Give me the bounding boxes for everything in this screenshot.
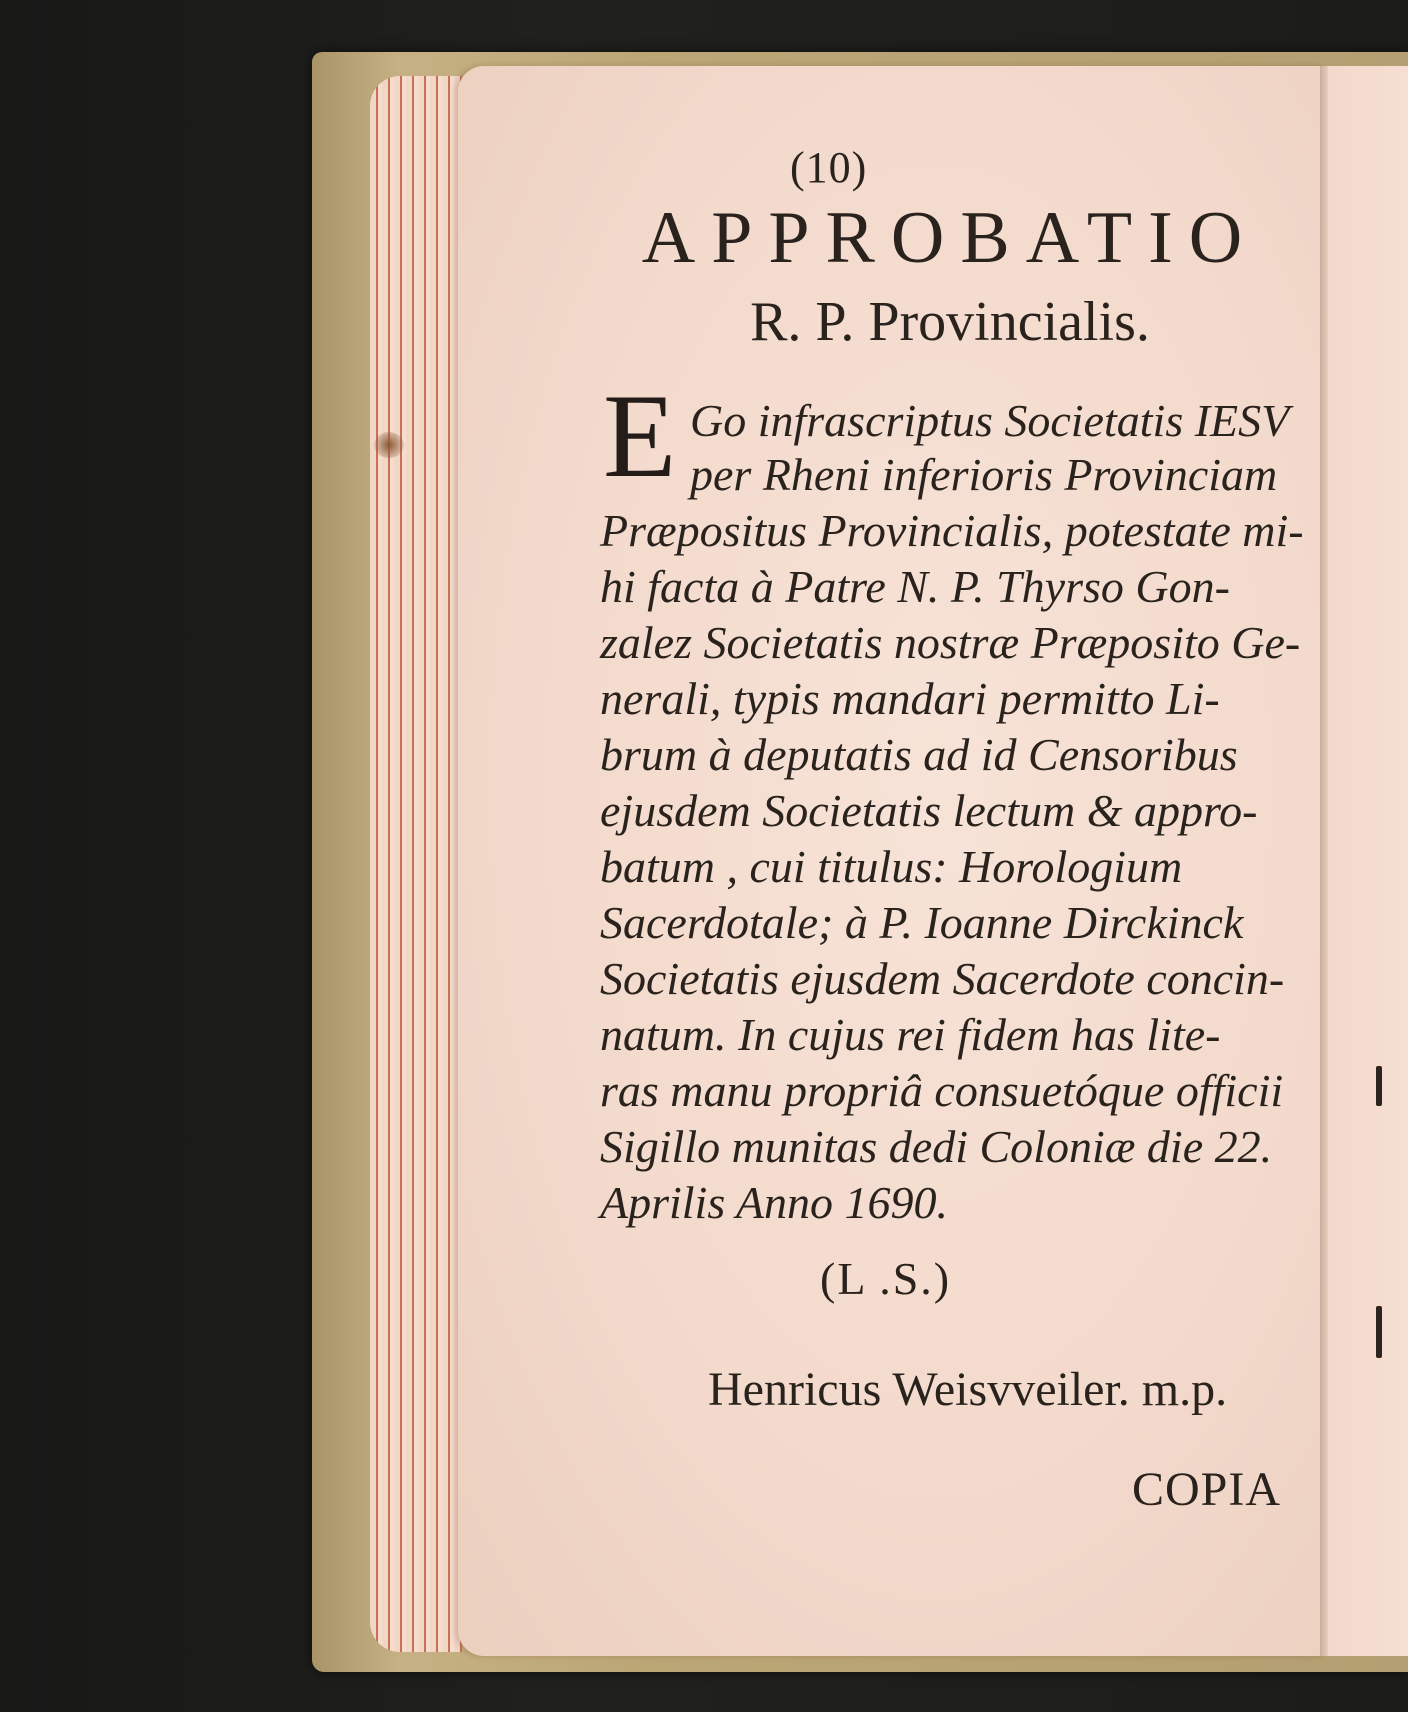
page-subtitle: R. P. Provincialis. xyxy=(750,291,1150,353)
body-line: Sigillo munitas dedi Coloniæ die 22. xyxy=(600,1121,1273,1172)
body-line: batum , cui titulus: Horologium xyxy=(600,841,1183,892)
body-line: ejusdem Societatis lectum & appro- xyxy=(600,785,1258,836)
book-gutter xyxy=(1320,66,1328,1656)
catchword: COPIA xyxy=(1132,1463,1282,1516)
body-line: Sacerdotale; à P. Ioanne Dirckinck xyxy=(600,897,1244,948)
body-line: ras manu propriâ consuetóque officii xyxy=(600,1065,1284,1116)
body-line: Go infrascriptus Societatis IESV xyxy=(690,395,1290,446)
body-line: zalez Societatis nostræ Præposito Ge- xyxy=(600,617,1301,668)
seal-mark: (L .S.) xyxy=(820,1253,952,1304)
body-line: Societatis ejusdem Sacerdote concin- xyxy=(600,953,1285,1004)
next-page-glyph xyxy=(1376,1306,1382,1358)
drop-cap: E xyxy=(603,369,677,502)
signature: Henricus Weisvveiler. m.p. xyxy=(708,1363,1228,1416)
body-line: brum à deputatis ad id Censoribus xyxy=(600,729,1238,780)
body-line: per Rheni inferioris Provinciam xyxy=(690,449,1278,500)
body-line: natum. In cujus rei fidem has lite- xyxy=(600,1009,1221,1060)
page-number: (10) xyxy=(790,143,868,192)
next-page-edge xyxy=(1328,66,1408,1656)
page-edges xyxy=(370,76,462,1652)
body-line: hi facta à Patre N. P. Thyrso Gon- xyxy=(600,561,1230,612)
next-page-glyph xyxy=(1376,1066,1382,1106)
body-line: Præpositus Provincialis, potestate mi- xyxy=(600,505,1304,556)
body-line: nerali, typis mandari permitto Li- xyxy=(600,673,1220,724)
body-line: Aprilis Anno 1690. xyxy=(600,1177,949,1228)
stain-spot xyxy=(374,432,404,458)
page-title: APPROBATIO xyxy=(641,197,1259,279)
